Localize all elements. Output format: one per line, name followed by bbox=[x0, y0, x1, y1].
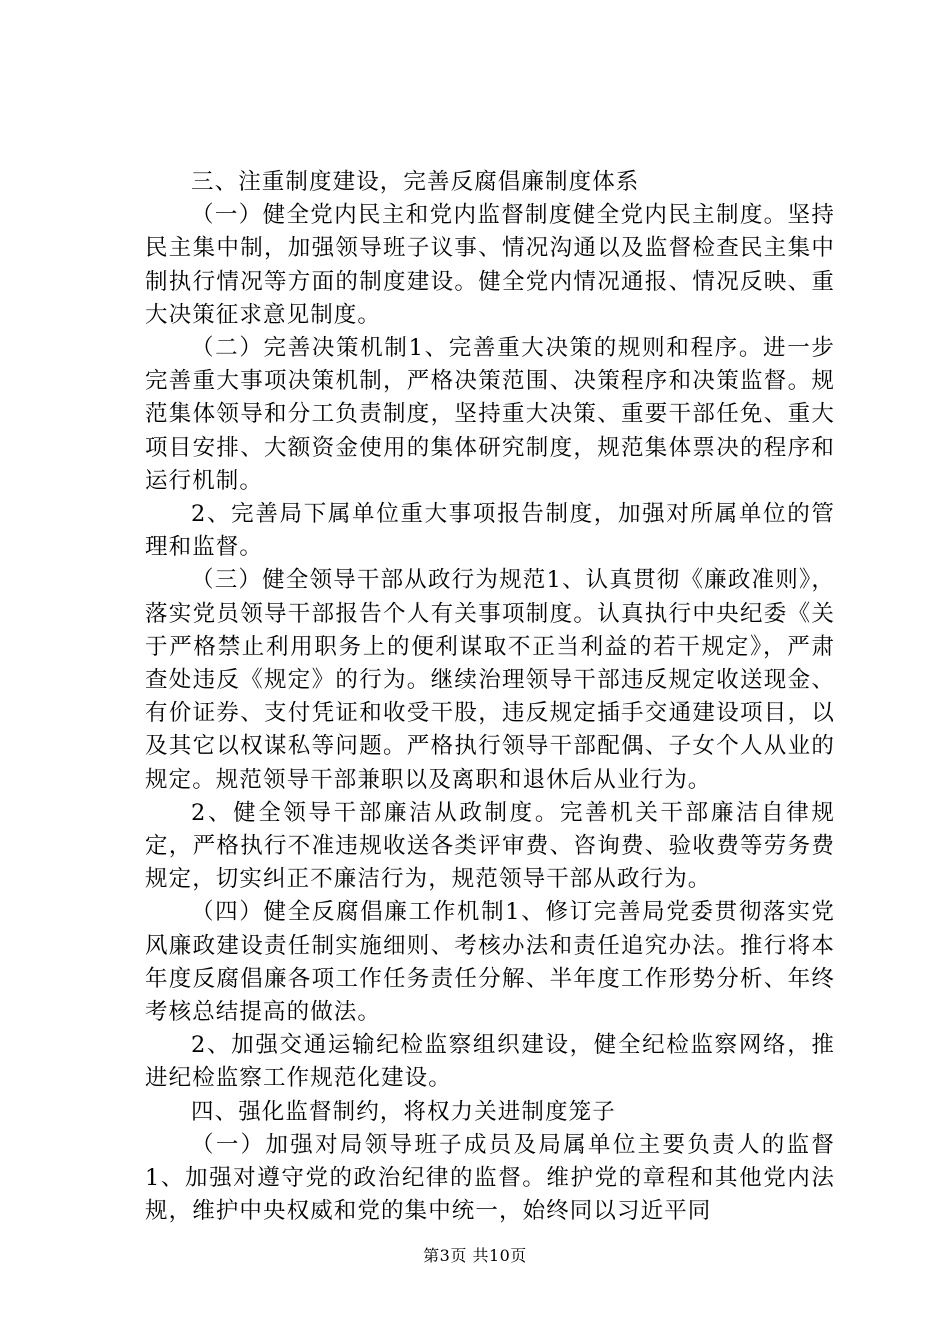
page-footer: 第3页 共10页 bbox=[423, 1246, 527, 1265]
paragraph-3-1: （一）健全党内民主和党内监督制度健全党内民主制度。坚持民主集中制，加强领导班子议事、情况沟通以及监督检查民主集中制执行情况等方面的制度建设。健全党内情况通报、情况反映、重大决策征求意见制度。 bbox=[145, 202, 835, 328]
paragraph-3-4: （四）健全反腐倡廉工作机制1、修订完善局党委贯彻落实党风廉政建设责任制实施细则、考核办法和责任追究办法。推行将本年度反腐倡廉各项工作任务责任分解、半年度工作形势分析、年终考核总结提高的做法。 bbox=[145, 899, 835, 1026]
document-body bbox=[145, 166, 835, 1229]
paragraph-3-2-item-2: 2、完善局下属单位重大事项报告制度，加强对所属单位的管理和监督。 bbox=[145, 501, 835, 561]
paragraph-3-2: （二）完善决策机制1、完善重大决策的规则和程序。进一步完善重大事项决策机制，严格决策范围、决策程序和决策监督。规范集体领导和分工负责制度，坚持重大决策、重要干部任免、重大项目安排、大额资金使用的集体研究制度，规范集体票决的程序和运行机制。 bbox=[145, 335, 835, 494]
paragraph-3-4-item-2: 2、加强交通运输纪检监察组织建设，健全纪检监察网络，推进纪检监察工作规范化建设。 bbox=[145, 1032, 835, 1092]
section-heading-3: 三、注重制度建设，完善反腐倡廉制度体系 bbox=[191, 169, 640, 195]
section-heading-4: 四、强化监督制约，将权力关进制度笼子 bbox=[191, 1098, 616, 1125]
paragraph-3-3-item-2: 2、健全领导干部廉洁从政制度。完善机关干部廉洁自律规定，严格执行不准违规收送各类评审费、咨询费、验收费等劳务费规定，切实纠正不廉洁行为，规范领导干部从政行为。 bbox=[145, 799, 835, 893]
paragraph-3-3: （三）健全领导干部从政行为规范1、认真贯彻《廉政准则》，落实党员领导干部报告个人有关事项制度。认真执行中央纪委《关于严格禁止利用职务上的便利谋取不正当利益的若干规定》，严肃查处违反《规定》的行为。继续治理领导干部违反规定收送现金、有价证券、支付凭证和收受干股，违反规定插手交通建设项目，以及其它以权谋私等问题。严格执行领导干部配偶、子女个人从业的规定。规范领导干部兼职以及离职和退休后从业行为。 bbox=[145, 567, 835, 793]
paragraph-4-1: （一）加强对局领导班子成员及局属单位主要负责人的监督1、加强对遵守党的政治纪律的监督。维护党的章程和其他党内法规，维护中央权威和党的集中统一，始终同以习近平同 bbox=[145, 1131, 835, 1225]
